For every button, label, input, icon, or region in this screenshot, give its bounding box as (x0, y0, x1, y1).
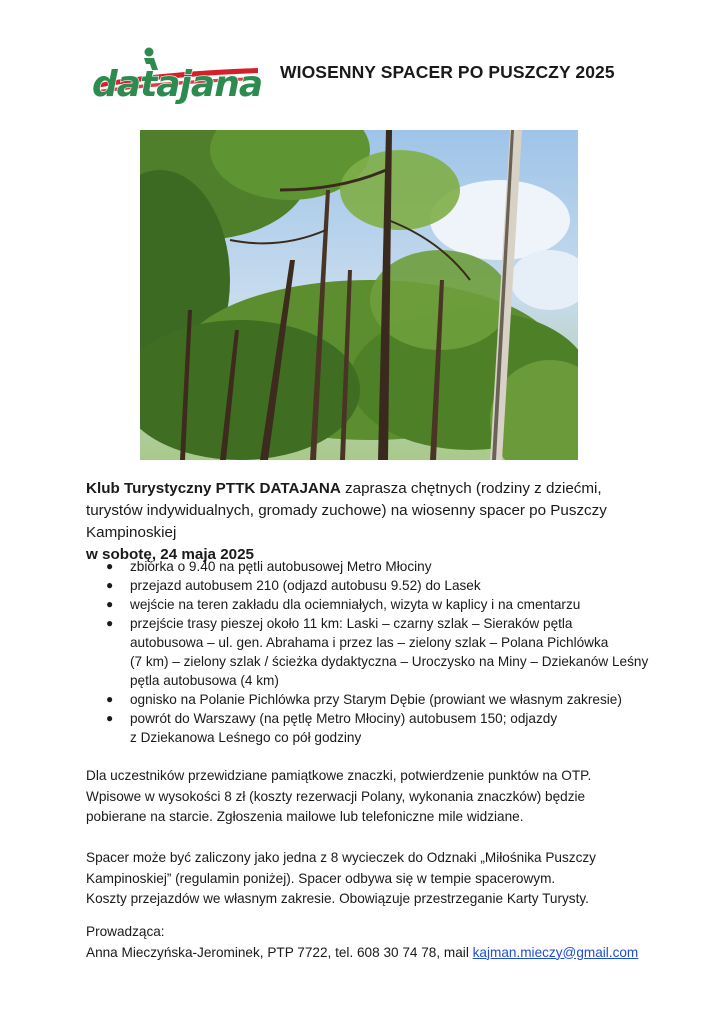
list-item: ● wejście na teren zakładu dla ociemniałych, wizyta w kaplicy i na cmentarzu (106, 597, 581, 612)
list-item: ● zbiórka o 9.40 na pętli autobusowej Metro Młociny (106, 559, 432, 574)
intro-paragraph (86, 478, 656, 566)
bullet-icon: ● (106, 559, 114, 573)
leader-contact: Anna Mieczyńska-Jerominek, PTP 7722, tel. 608 30 74 78, mail (86, 944, 473, 960)
bullet-icon: ● (106, 692, 114, 706)
forest-photo (140, 130, 578, 460)
list-item: ● powrót do Warszawy (na pętlę Metro Młociny) autobusem 150; odjazdy z Dziekanowa Leśnego co pół godziny (106, 711, 558, 745)
bullet-icon: ● (106, 597, 114, 611)
club-name: Klub Turystyczny PTTK DATAJANA (86, 480, 341, 497)
datajana-logo (88, 44, 262, 106)
leader-label: Prowadząca: (86, 924, 165, 939)
intro-text: zaprasza chętnych (rodziny z dziećmi, turystów indywidualnych, gromady zuchowe) na wiosenny spacer po Puszczy Kampinoskiej (86, 480, 607, 541)
list-item: ● ognisko na Polanie Pichlówka przy Starym Dębie (prowiant we własnym zakresie) (106, 692, 622, 707)
page-title: WIOSENNY SPACER PO PUSZCZY 2025 (280, 62, 615, 82)
logo-text: datajana (92, 64, 262, 105)
event-date: w sobotę, 24 maja 2025 (86, 546, 254, 563)
bullet-icon: ● (106, 616, 114, 630)
badge-info: Spacer może być zaliczony jako jedna z 8 wycieczek do Odznaki „Miłośnika Puszczy Kampinoskiej” (regulamin poniżej). Spacer odbywa się w tempie spacerowym. Koszty przejazdów we własnym zakresie. Obowiązuje przestrzeganie Karty Turysty. (86, 850, 596, 906)
leader-info (86, 922, 686, 963)
bullet-icon: ● (106, 711, 114, 725)
bullet-icon: ● (106, 578, 114, 592)
list-item: ● przejazd autobusem 210 (odjazd autobusu 9.52) do Lasek (106, 578, 481, 593)
email-link[interactable]: kajman.mieczy@gmail.com (472, 944, 639, 960)
program-list (86, 557, 676, 747)
participants-info: Dla uczestników przewidziane pamiątkowe znaczki, potwierdzenie punktów na OTP. Wpisowe w wysokości 8 zł (koszty rezerwacji Polany, wykonania znaczków) będzie pobierane na starcie. Zgłoszenia mailowe lub telefoniczne mile widziane. (86, 768, 592, 824)
list-item: ● przejście trasy pieszej około 11 km: Laski – czarny szlak – Sieraków pętla autobusowa – ul. gen. Abrahama i przez las – zielony szlak – Polana Pichlówka (7 km) – zielony szlak / ścieżka dydaktyczna – Uroczysko na Miny – Dziekanów Leśny pętla autobusowa (4 km) (106, 616, 649, 688)
